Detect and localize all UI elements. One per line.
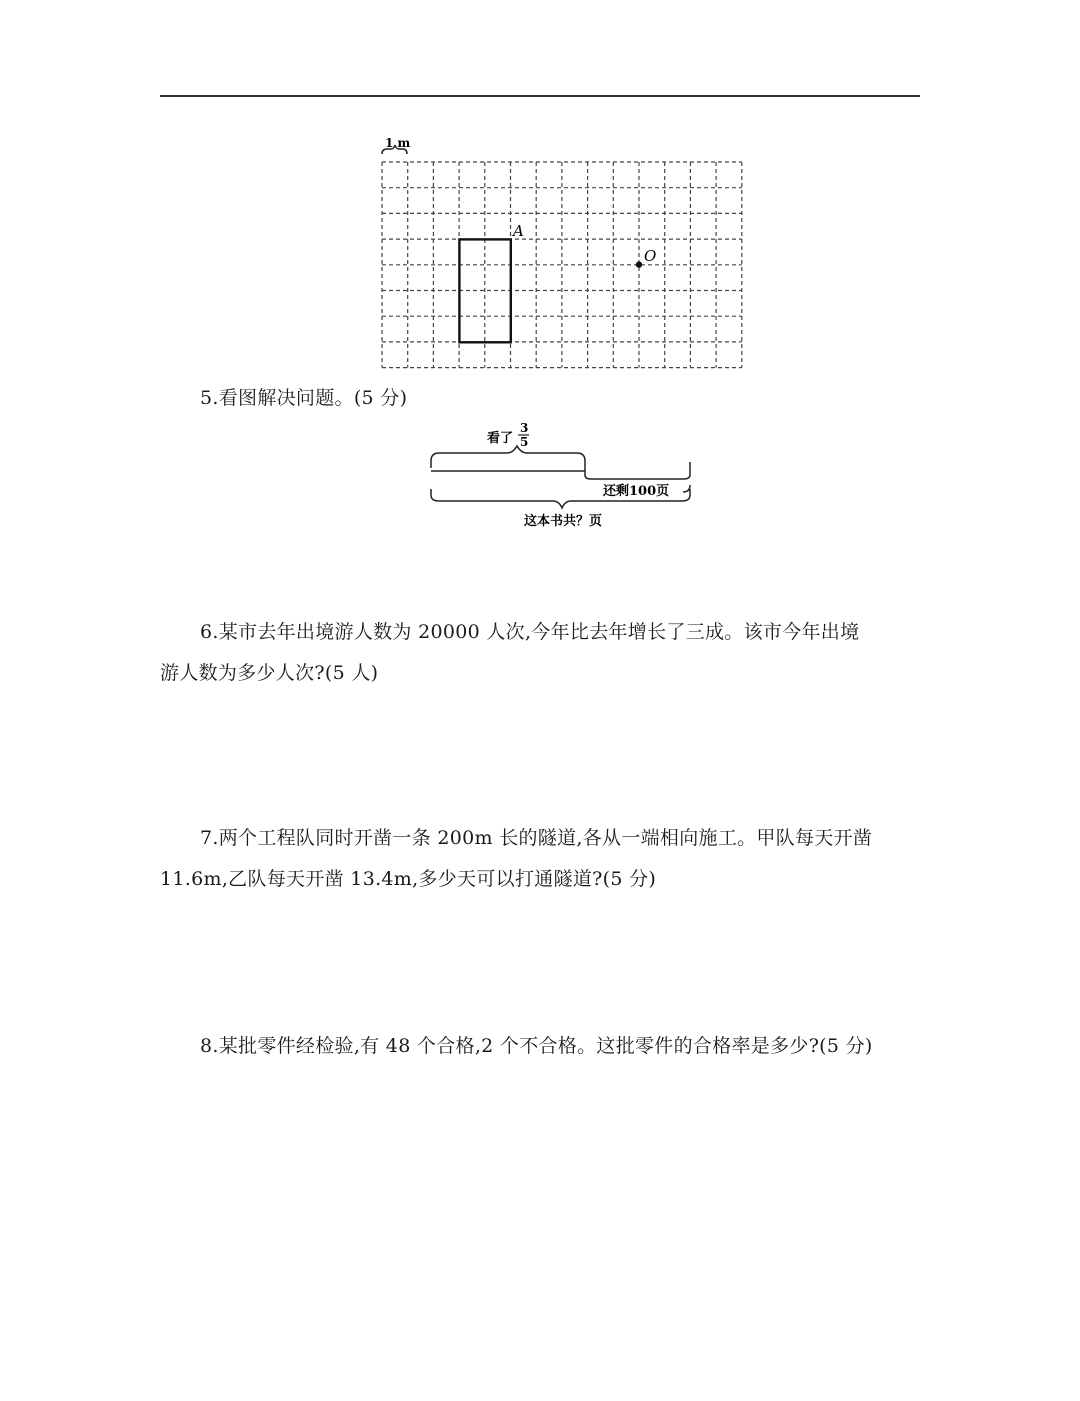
remaining-hook [683, 485, 690, 492]
point-o-dot [636, 261, 642, 267]
question-7-line-1: 7.两个工程队同时开凿一条 200m 长的隧道,各从一端相向施工。甲队每天开凿 [200, 827, 873, 849]
question-6-text [160, 612, 859, 694]
question-5-text: 5.看图解决问题。(5 分) [200, 387, 408, 409]
scale-label: 1 m [385, 136, 411, 150]
total-label: 这本书共？页 [524, 514, 603, 529]
question-6-line-1: 6.某市去年出境游人数为 20000 人次,今年比去年增长了三成。该市今年出境 [200, 621, 860, 643]
question-7-line-2: 11.6m,乙队每天开凿 13.4m,多少天可以打通隧道?(5 分) [160, 868, 657, 890]
question-7-text [160, 818, 872, 900]
read-brace [431, 446, 585, 471]
fraction-numerator: 3 [520, 421, 529, 435]
grid-lines [382, 162, 742, 368]
top-rule [160, 95, 920, 97]
question-8-text [160, 1026, 873, 1067]
remaining-label: 还剩100页 [603, 484, 670, 499]
grid-figure [370, 130, 760, 380]
fraction-denominator: 5 [520, 435, 529, 449]
remaining-brace [585, 471, 690, 479]
question-6-line-2: 游人数为多少人次?(5 人) [160, 662, 379, 684]
read-label: 看了 [487, 431, 514, 446]
point-a-label: A [513, 222, 524, 240]
q5-bracket-diagram [425, 415, 705, 535]
point-o-label: O [644, 247, 657, 265]
question-8-line-1: 8.某批零件经检验,有 48 个合格,2 个不合格。这批零件的合格率是多少?(5 分) [200, 1035, 873, 1057]
